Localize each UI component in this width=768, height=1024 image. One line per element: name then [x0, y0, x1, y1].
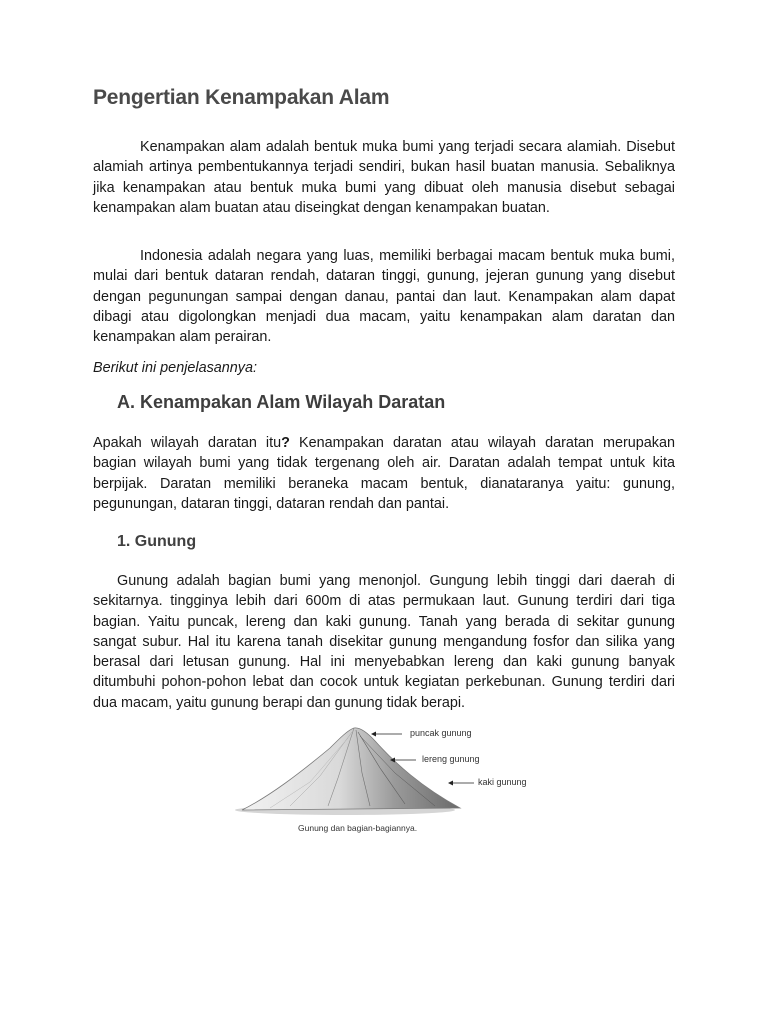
paragraph-intro-explanation: Berikut ini penjelasannya:	[93, 360, 257, 376]
paragraph-indonesia: Indonesia adalah negara yang luas, memiliki berbagai macam bentuk muka bumi, mulai dari bentuk dataran rendah, dataran tinggi, gunung, jejeran gunung yang disebut dengan pegunungan sampai dengan danau, pantai dan laut. Kenampakan alam dapat dibagi atau digolongkan menjadi dua macam, yaitu kenampakan alam daratan dan kenampakan alam perairan.	[93, 248, 675, 346]
paragraph-definition: Kenampakan alam adalah bentuk muka bumi yang terjadi secara alamiah. Disebut alamiah artinya pembentukannya terjadi sendiri, bukan hasil buatan manusia. Sebaliknya jika kenampakan atau bentuk muka bumi yang dibuat oleh manusia disebut sebagai kenampakan alam buatan atau diseingkat dengan kenampakan buatan.	[93, 139, 675, 216]
mountain-illustration	[230, 718, 550, 818]
paragraph-gunung: Gunung adalah bagian bumi yang menonjol. Gungung lebih tinggi dari daerah di sekitarnya. tingginya lebih dari 600m di atas permukaan laut. Gunung terdiri dari tiga bagian. Yaitu puncak, lereng dan kaki gunung. Tanah yang berada di sekitar gunung sangat subur. Hal itu karena tanah disekitar gunung mengandung fosfor dan silika yang berasal dari letusan gunung. Hal ini menyebabkan lereng dan kaki gunung banyak ditumbuhi pohon-pohon lebat dan cocok untuk kegiatan perkebunan. Gunung terdiri dari dua macam, yaitu gunung berapi dan gunung tidak berapi.	[93, 573, 675, 711]
question-mark: ?	[281, 435, 290, 451]
mountain-figure	[230, 718, 550, 838]
label-kaki: kaki gunung	[478, 777, 527, 787]
label-puncak: puncak gunung	[410, 728, 472, 738]
daratan-question-text: Apakah wilayah daratan itu	[93, 435, 282, 451]
label-lereng: lereng gunung	[422, 754, 480, 764]
section-heading-daratan: A. Kenampakan Alam Wilayah Daratan	[117, 392, 446, 412]
paragraph-daratan	[93, 433, 675, 514]
daratan-answer-text: Kenampakan daratan atau wilayah daratan merupakan bagian wilayah bumi yang tidak tergenang oleh air. Daratan adalah tempat untuk kita berpijak. Daratan memiliki beraneka macam bentuk, dianataranya yaitu: gunung, pegunungan, dataran tinggi, dataran rendah dan pantai.	[93, 435, 675, 512]
figure-caption: Gunung dan bagian-bagiannya.	[298, 823, 418, 833]
page-title: Pengertian Kenampakan Alam	[93, 86, 390, 109]
subsection-heading-gunung: 1. Gunung	[117, 533, 197, 550]
